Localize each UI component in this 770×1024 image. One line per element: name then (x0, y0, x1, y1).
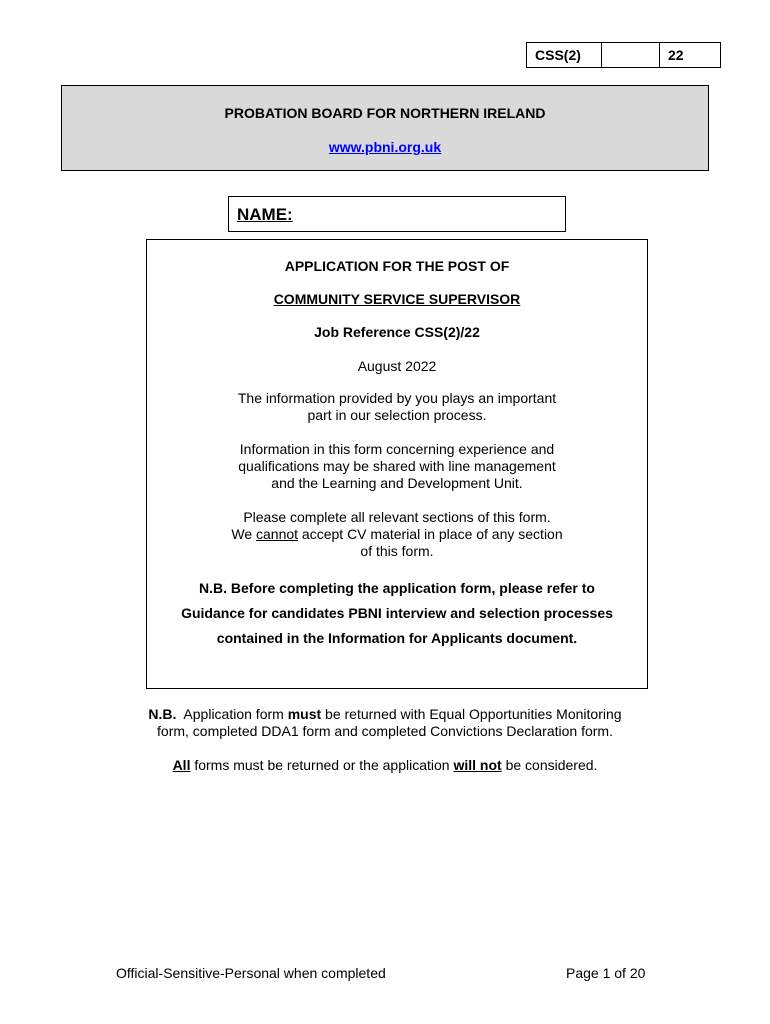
reference-code-cell: CSS(2) (527, 43, 602, 67)
note-emphasis: must (287, 706, 322, 722)
info-text: We (231, 526, 256, 542)
note-line: form, completed DDA1 form and completed Convictions Declaration form. (157, 723, 613, 739)
info-line: Please complete all relevant sections of this form. (243, 509, 551, 525)
info-line: The information provided by you plays an important (237, 390, 557, 406)
post-title: COMMUNITY SERVICE SUPERVISOR (273, 291, 521, 307)
return-requirements-note (100, 706, 670, 740)
info-emphasis: cannot (256, 526, 299, 542)
will-not-emphasis: will not (453, 757, 502, 773)
name-label: NAME: (237, 205, 293, 224)
note-text: be considered. (501, 757, 598, 773)
info-paragraph-3 (147, 509, 647, 560)
organisation-name: PROBATION BOARD FOR NORTHERN IRELAND (224, 105, 546, 121)
note-text: Application form (176, 706, 288, 722)
consideration-warning (100, 757, 670, 774)
nb-line: N.B. Before completing the application form, please refer to (199, 580, 595, 596)
footer-classification: Official-Sensitive-Personal when completed (116, 965, 386, 981)
info-paragraph-1 (147, 390, 647, 424)
reference-table (526, 42, 721, 68)
info-line: qualifications may be shared with line management (238, 458, 556, 474)
nb-line: Guidance for candidates PBNI interview and selection processes (181, 605, 613, 621)
info-line (147, 526, 647, 543)
info-line: Information in this form concerning experience and (239, 441, 555, 457)
info-paragraph-2 (147, 441, 647, 492)
all-label: All (172, 757, 191, 773)
nb-line: contained in the Information for Applicants document. (216, 630, 578, 646)
reference-blank-cell (602, 43, 660, 67)
reference-year-cell: 22 (668, 47, 684, 63)
application-info-box (146, 239, 648, 689)
application-title: APPLICATION FOR THE POST OF (284, 258, 510, 274)
info-line: and the Learning and Development Unit. (271, 475, 523, 491)
job-reference: Job Reference CSS(2)/22 (314, 324, 480, 340)
application-date: August 2022 (357, 358, 437, 374)
info-text: accept CV material in place of any section (298, 526, 563, 542)
page-number: Page 1 of 20 (566, 965, 646, 981)
name-field[interactable] (228, 196, 566, 232)
website-link[interactable]: www.pbni.org.uk (328, 139, 442, 155)
note-text: forms must be returned or the application (190, 757, 454, 773)
nb-guidance-note (147, 576, 647, 651)
note-text: be returned with Equal Opportunities Monitoring (321, 706, 622, 722)
organisation-header (61, 85, 709, 171)
nb-label: N.B. (148, 706, 177, 722)
info-line: part in our selection process. (307, 407, 487, 423)
note-line (100, 706, 670, 723)
info-line: of this form. (360, 543, 434, 559)
